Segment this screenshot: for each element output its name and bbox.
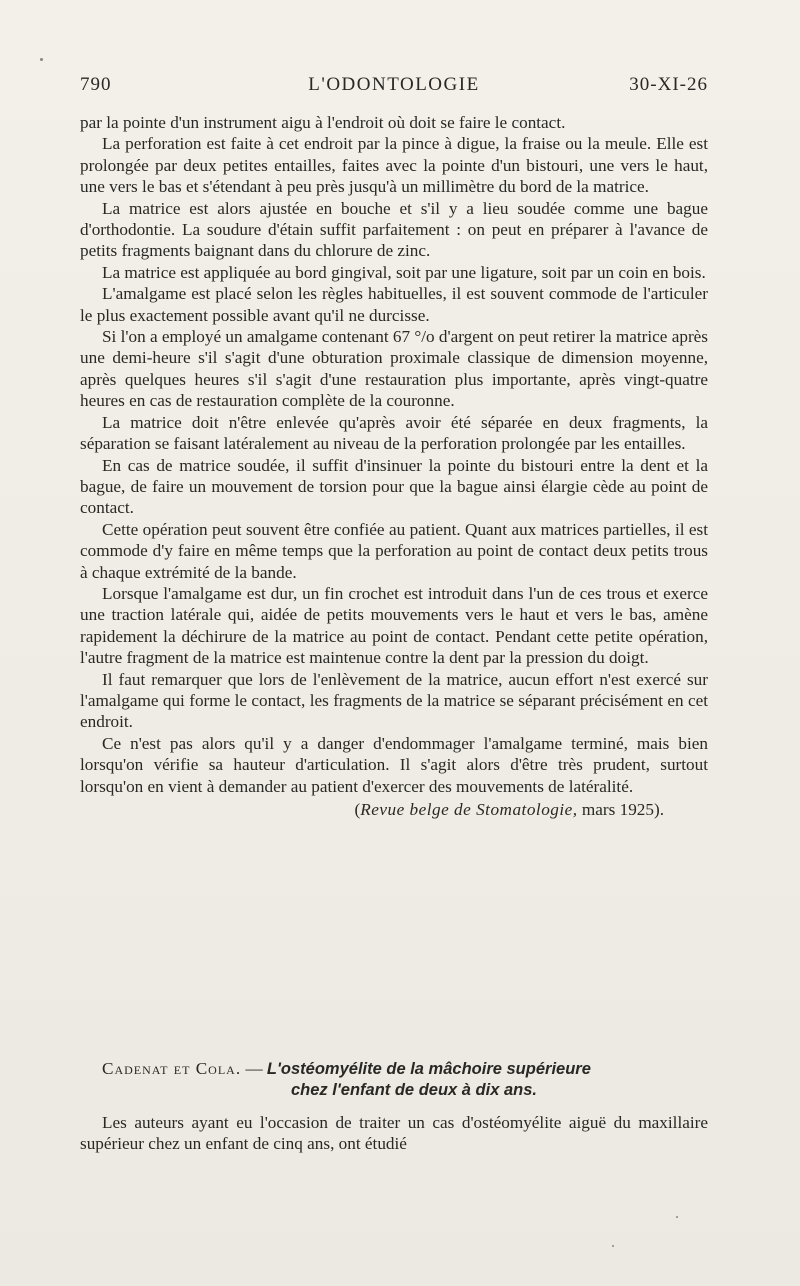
article-title-line2: chez l'enfant de deux à dix ans. xyxy=(291,1081,537,1100)
paper-speck xyxy=(612,1245,614,1247)
article-authors: Cadenat et Cola. xyxy=(102,1059,242,1078)
running-head xyxy=(80,74,708,104)
paper-speck xyxy=(40,58,43,61)
page-number: 790 xyxy=(80,74,112,95)
article-heading xyxy=(80,1058,708,1102)
paragraph: Il faut remarquer que lors de l'enlèvement de la matrice, aucun effort n'est exercé sur l'amalgame qui forme le contact, les fragments de la matrice se séparant précisément en cet endroit. xyxy=(80,669,708,732)
paragraph: La matrice est appliquée au bord gingival, soit par une ligature, soit par un coin en bois. xyxy=(102,262,706,282)
source-citation xyxy=(80,799,664,820)
journal-title: L'ODONTOLOGIE xyxy=(308,74,480,95)
issue-date: 30-XI-26 xyxy=(629,74,708,95)
paragraph: La matrice doit n'être enlevée qu'après avoir été séparée en deux fragments, la séparation se faisant latéralement au niveau de la perforation prolongée par les entailles. xyxy=(80,412,708,454)
paragraph: La matrice est alors ajustée en bouche et s'il y a lieu soudée comme une bague d'orthodontie. La soudure d'étain suffit parfaitement : on peut en préparer à l'avance de petits fragments baignant dans du chlorure de zinc. xyxy=(80,198,708,261)
paragraph: Cette opération peut souvent être confiée au patient. Quant aux matrices partielles, il est commode d'y faire en même temps que la perforation au point de contact deux petits trous à chaque extrémité de la bande. xyxy=(80,519,708,582)
article-title-line1: L'ostéomyélite de la mâchoire supérieure xyxy=(266,1060,591,1078)
paragraph: Ce n'est pas alors qu'il y a danger d'endommager l'amalgame terminé, mais bien lorsqu'on vérifie sa hauteur d'articulation. Il s'agit alors d'être très prudent, surtout lorsqu'on en vient à demander au patient d'exercer des mouvements de latéralité. xyxy=(80,733,708,796)
body-text xyxy=(80,112,708,820)
source-journal: Revue belge de Stomatologie, xyxy=(360,800,578,819)
paper-speck xyxy=(676,1216,678,1218)
heading-dash: — xyxy=(241,1059,267,1078)
paragraph: Lorsque l'amalgame est dur, un fin crochet est introduit dans l'un de ces trous et exerce une traction latérale qui, aidée de petits mouvements vers le haut et vers le bas, amène rapidement la déchirure de la matrice au point de contact. Pendant cette petite opération, l'autre fragment de la matrice est maintenue contre la dent par la pression du doigt. xyxy=(80,583,708,668)
source-date: mars 1925). xyxy=(577,800,664,819)
paragraph: Si l'on a employé un amalgame contenant 67 °/o d'argent on peut retirer la matrice après une demi-heure s'il s'agit d'une obturation proximale classique de dimension moyenne, après quelques heures s'il s'agit d'une restauration plus importante, après vingt-quatre heures en cas de restauration complète de la couronne. xyxy=(80,327,708,411)
paragraph: par la pointe d'un instrument aigu à l'endroit où doit se faire le contact. xyxy=(80,113,566,132)
paragraph: La perforation est faite à cet endroit par la pince à digue, la fraise ou la meule. Elle est prolongée par deux petites entailles, faites avec la pointe d'un bistouri, une vers le haut, une vers le bas et s'étendant à peu près jusqu'à un millimètre du bord de la matrice. xyxy=(80,134,708,197)
paragraph: L'amalgame est placé selon les règles habituelles, il est souvent commode de l'articuler le plus exactement possible avant qu'il ne durcisse. xyxy=(80,284,708,325)
article-intro: Les auteurs ayant eu l'occasion de traiter un cas d'ostéomyélite aiguë du maxillaire supérieur chez un enfant de cinq ans, ont étudié xyxy=(80,1113,708,1154)
article-body xyxy=(80,1112,708,1155)
paragraph: En cas de matrice soudée, il suffit d'insinuer la pointe du bistouri entre la dent et la bague, de faire un mouvement de torsion pour que la bague ainsi élargie cède au point de contact. xyxy=(80,455,708,518)
source-open: ( xyxy=(354,800,361,819)
